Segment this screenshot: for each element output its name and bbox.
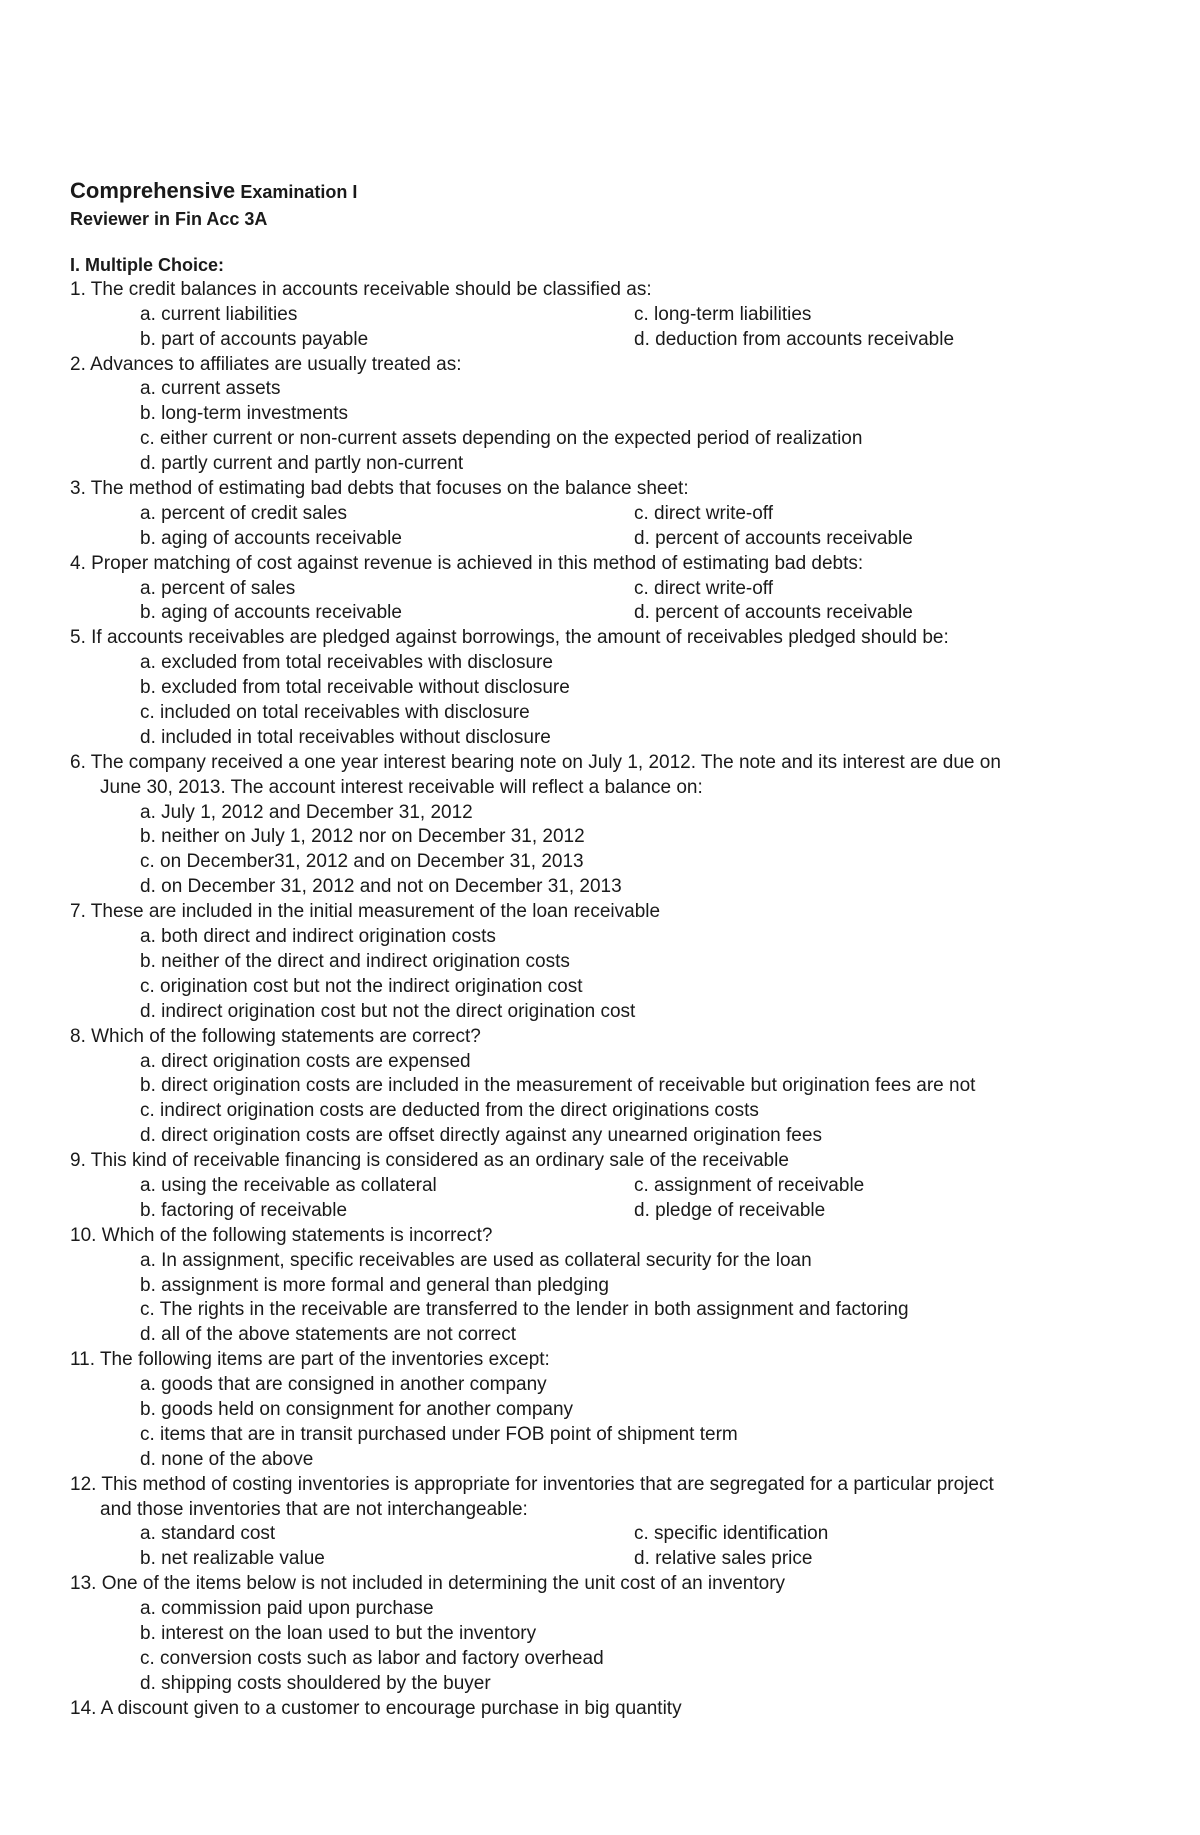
question-text: 6. The company received a one year interest bearing note on July 1, 2012. The note and its interest are due on: [70, 751, 1001, 773]
question-text: 7. These are included in the initial measurement of the loan receivable: [70, 901, 661, 923]
answer-option: b. factoring of receivable: [140, 1199, 348, 1221]
answer-option: d. on December 31, 2012 and not on December 31, 2013: [140, 876, 622, 898]
answer-option: a. goods that are consigned in another company: [140, 1374, 547, 1396]
answer-option: c. conversion costs such as labor and factory overhead: [140, 1647, 604, 1669]
question-list: [70, 278, 1150, 1722]
answer-option: d. pledge of receivable: [634, 1199, 826, 1221]
question-item: [70, 1572, 1150, 1696]
answer-option: a. standard cost: [140, 1523, 276, 1545]
question-item: [70, 353, 1150, 477]
question-text: 13. One of the items below is not included in determining the unit cost of an inventory: [70, 1573, 786, 1595]
answer-option: c. direct write-off: [634, 502, 774, 524]
exam-page: [70, 176, 1150, 1722]
question-text: 5. If accounts receivables are pledged against borrowings, the amount of receivables pledged should be:: [70, 627, 949, 649]
answer-option: a. In assignment, specific receivables are used as collateral security for the loan: [140, 1249, 812, 1271]
question-item: [70, 1473, 1150, 1573]
answer-option: c. indirect origination costs are deducted from the direct originations costs: [140, 1100, 759, 1122]
question-item: [70, 1697, 1150, 1722]
option-row: [70, 527, 1150, 552]
question-text: 8. Which of the following statements are correct?: [70, 1025, 481, 1047]
option-row: [70, 502, 1150, 527]
answer-option: d. included in total receivables without disclosure: [140, 726, 551, 748]
answer-option: b. part of accounts payable: [140, 328, 369, 350]
question-text: 11. The following items are part of the inventories except:: [70, 1349, 550, 1371]
option-row: [70, 303, 1150, 328]
answer-option: b. direct origination costs are included in the measurement of receivable but origination fees are not: [140, 1075, 976, 1097]
answer-option: c. The rights in the receivable are transferred to the lender in both assignment and factoring: [140, 1299, 909, 1321]
answer-option: c. included on total receivables with disclosure: [140, 702, 530, 724]
answer-option: b. long-term investments: [140, 403, 349, 425]
question-text-continued: June 30, 2013. The account interest receivable will reflect a balance on:: [100, 776, 703, 798]
question-text: 1. The credit balances in accounts receivable should be classified as:: [70, 278, 652, 300]
option-row: [70, 1199, 1150, 1224]
answer-option: b. interest on the loan used to but the inventory: [140, 1622, 537, 1644]
answer-option: c. items that are in transit purchased under FOB point of shipment term: [140, 1423, 738, 1445]
question-text: 10. Which of the following statements is incorrect?: [70, 1224, 493, 1246]
question-text: 9. This kind of receivable financing is considered as an ordinary sale of the receivable: [70, 1150, 789, 1172]
answer-option: a. commission paid upon purchase: [140, 1598, 434, 1620]
question-item: [70, 751, 1150, 900]
answer-option: a. July 1, 2012 and December 31, 2012: [140, 801, 473, 823]
answer-option: d. percent of accounts receivable: [634, 602, 913, 624]
answer-option: d. percent of accounts receivable: [634, 527, 913, 549]
answer-option: a. using the receivable as collateral: [140, 1174, 437, 1196]
answer-option: d. direct origination costs are offset directly against any unearned origination fees: [140, 1125, 822, 1147]
question-text: 4. Proper matching of cost against revenue is achieved in this method of estimating bad debts:: [70, 552, 864, 574]
answer-option: a. both direct and indirect origination costs: [140, 926, 496, 948]
answer-option: d. shipping costs shouldered by the buyer: [140, 1672, 491, 1694]
question-text-continued: and those inventories that are not interchangeable:: [100, 1498, 528, 1520]
option-row: [70, 1174, 1150, 1199]
answer-option: c. origination cost but not the indirect origination cost: [140, 975, 583, 997]
answer-option: d. none of the above: [140, 1448, 314, 1470]
question-item: [70, 1025, 1150, 1149]
answer-option: c. specific identification: [634, 1523, 829, 1545]
answer-option: c. direct write-off: [634, 577, 774, 599]
exam-title-main: Comprehensive: [70, 178, 236, 203]
answer-option: c. long-term liabilities: [634, 303, 812, 325]
answer-option: c. either current or non-current assets depending on the expected period of realization: [140, 428, 863, 450]
exam-subtitle: Reviewer in Fin Acc 3A: [70, 209, 268, 229]
answer-option: b. net realizable value: [140, 1548, 325, 1570]
answer-option: b. aging of accounts receivable: [140, 527, 402, 549]
question-text: 3. The method of estimating bad debts that focuses on the balance sheet:: [70, 478, 689, 500]
answer-option: a. current assets: [140, 378, 281, 400]
answer-option: b. neither of the direct and indirect origination costs: [140, 950, 570, 972]
question-item: [70, 1348, 1150, 1472]
answer-option: b. excluded from total receivable without disclosure: [140, 677, 570, 699]
answer-option: b. goods held on consignment for another company: [140, 1398, 574, 1420]
option-row: [70, 1522, 1150, 1547]
answer-option: d. indirect origination cost but not the direct origination cost: [140, 1000, 636, 1022]
answer-option: a. percent of credit sales: [140, 502, 347, 524]
question-item: [70, 477, 1150, 552]
answer-option: a. percent of sales: [140, 577, 296, 599]
option-row: [70, 577, 1150, 602]
question-text: 2. Advances to affiliates are usually treated as:: [70, 353, 462, 375]
question-item: [70, 552, 1150, 627]
option-row: [70, 1547, 1150, 1572]
answer-option: d. relative sales price: [634, 1548, 813, 1570]
question-item: [70, 626, 1150, 750]
answer-option: d. all of the above statements are not correct: [140, 1324, 516, 1346]
option-row: [70, 601, 1150, 626]
answer-option: c. on December31, 2012 and on December 31, 2013: [140, 851, 584, 873]
answer-option: d. deduction from accounts receivable: [634, 328, 955, 350]
exam-title-rest: Examination I: [240, 182, 358, 202]
answer-option: a. direct origination costs are expensed: [140, 1050, 471, 1072]
question-item: [70, 278, 1150, 353]
answer-option: c. assignment of receivable: [634, 1174, 865, 1196]
answer-option: b. assignment is more formal and general than pledging: [140, 1274, 609, 1296]
question-item: [70, 900, 1150, 1024]
question-text: 14. A discount given to a customer to encourage purchase in big quantity: [70, 1697, 682, 1719]
answer-option: b. aging of accounts receivable: [140, 602, 402, 624]
answer-option: a. current liabilities: [140, 303, 298, 325]
spacer: [70, 236, 1150, 253]
question-item: [70, 1149, 1150, 1224]
question-text: 12. This method of costing inventories is appropriate for inventories that are segregated for a particular project: [70, 1473, 994, 1495]
option-row: [70, 328, 1150, 353]
section-heading: I. Multiple Choice:: [70, 255, 225, 275]
answer-option: d. partly current and partly non-current: [140, 453, 464, 475]
answer-option: a. excluded from total receivables with disclosure: [140, 652, 553, 674]
exam-title: [70, 176, 1150, 206]
answer-option: b. neither on July 1, 2012 nor on December 31, 2012: [140, 826, 585, 848]
question-item: [70, 1224, 1150, 1348]
